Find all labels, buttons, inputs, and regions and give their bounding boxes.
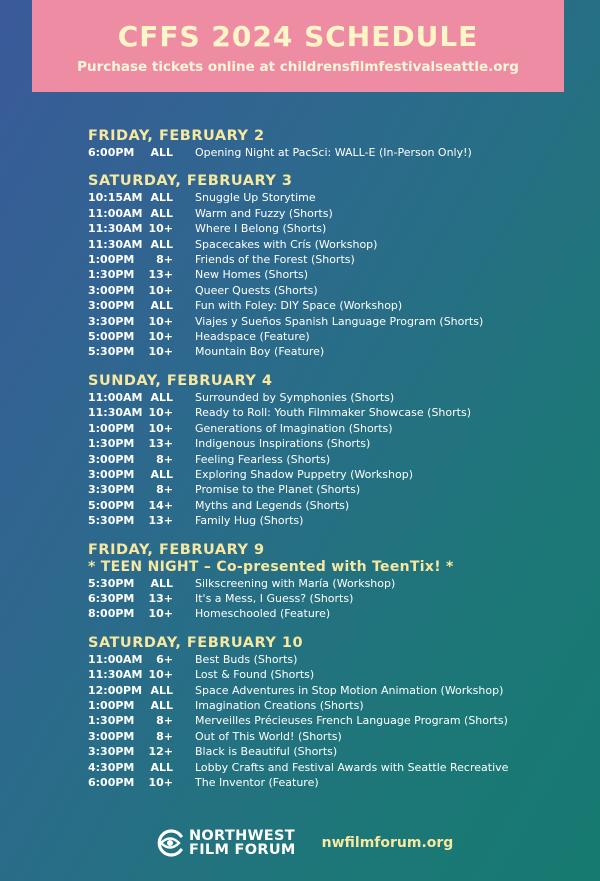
event-title: Silkscreening with María (Workshop) <box>195 576 396 590</box>
event-title: Indigenous Inspirations (Shorts) <box>195 437 371 451</box>
event-age: 13+ <box>148 437 173 451</box>
day-heading: FRIDAY, FEBRUARY 2 <box>88 128 265 144</box>
event-age: 14+ <box>148 498 173 512</box>
event-row <box>88 436 568 451</box>
event-time: 6:00PM <box>88 776 135 789</box>
event-title: Warm and Fuzzy (Shorts) <box>195 206 333 220</box>
event-title: New Homes (Shorts) <box>195 268 309 282</box>
event-time: 4:30PM <box>88 760 135 774</box>
event-age: 10+ <box>148 314 173 328</box>
event-time: 11:00AM <box>88 206 143 220</box>
eye-icon <box>155 828 185 858</box>
event-age: 8+ <box>156 483 173 497</box>
header-banner <box>32 0 564 92</box>
event-time: 5:30PM <box>88 345 135 359</box>
event-age: ALL <box>150 576 173 590</box>
event-title: It's a Mess, I Guess? (Shorts) <box>195 591 354 605</box>
day-heading: FRIDAY, FEBRUARY 9 <box>88 541 265 558</box>
event-row <box>88 329 568 344</box>
event-time: 10:15AM <box>88 191 143 205</box>
event-title: Spacecakes with Crís (Workshop) <box>195 237 378 251</box>
event-row <box>88 744 568 759</box>
event-row <box>88 237 568 252</box>
event-time: 12:00PM <box>88 683 143 697</box>
event-title: Friends of the Forest (Shorts) <box>195 253 355 267</box>
day-heading: SUNDAY, FEBRUARY 4 <box>88 372 273 389</box>
event-title: Mountain Boy (Feature) <box>195 345 325 359</box>
event-time: 11:30AM <box>88 222 143 236</box>
event-age: 8+ <box>156 714 173 728</box>
event-age: ALL <box>150 299 173 313</box>
event-row <box>88 221 568 236</box>
logo-text-line1: NORTHWEST <box>189 828 295 844</box>
event-title: Black is Beautiful (Shorts) <box>195 745 338 759</box>
event-row <box>88 591 568 606</box>
event-title: Best Buds (Shorts) <box>195 652 298 666</box>
day-section <box>88 127 568 160</box>
event-time: 11:30AM <box>88 237 143 251</box>
event-row <box>88 267 568 282</box>
event-time: 1:00PM <box>88 421 135 435</box>
website-link[interactable]: nwfilmforum.org <box>321 835 454 851</box>
event-title: The Inventor (Feature) <box>195 776 319 789</box>
event-title: Merveilles Précieuses French Language Program (Shorts) <box>195 714 508 728</box>
event-title: Homeschooled (Feature) <box>195 607 331 621</box>
page-title: CFFS 2024 SCHEDULE <box>117 20 479 53</box>
event-age: 8+ <box>156 253 173 267</box>
event-age: 8+ <box>156 729 173 743</box>
event-time: 11:00AM <box>88 390 143 404</box>
event-row <box>88 498 568 513</box>
event-time: 3:00PM <box>88 729 135 743</box>
event-row <box>88 652 568 667</box>
event-age: 10+ <box>148 406 173 420</box>
event-row <box>88 421 568 436</box>
event-row <box>88 390 568 405</box>
event-title: Queer Quests (Shorts) <box>195 283 318 297</box>
event-age: 10+ <box>148 330 173 344</box>
event-age: ALL <box>150 760 173 774</box>
event-title: Lobby Crafts and Festival Awards with Seattle Recreative <box>195 760 509 774</box>
event-time: 1:00PM <box>88 253 135 267</box>
event-title: Family Hug (Shorts) <box>195 514 304 528</box>
event-age: 12+ <box>148 745 173 759</box>
event-time: 11:30AM <box>88 668 143 682</box>
event-age: 10+ <box>148 283 173 297</box>
event-age: ALL <box>150 206 173 220</box>
event-row <box>88 298 568 313</box>
event-row <box>88 190 568 205</box>
event-age: 10+ <box>148 421 173 435</box>
event-title: Ready to Roll: Youth Filmmaker Showcase (Shorts) <box>195 406 471 420</box>
event-title: Out of This World! (Shorts) <box>195 729 342 743</box>
event-title: Viajes y Sueños Spanish Language Program (Shorts) <box>195 314 484 328</box>
event-row <box>88 713 568 728</box>
event-row <box>88 760 568 775</box>
event-age: ALL <box>150 191 173 205</box>
event-row <box>88 145 568 160</box>
event-time: 1:30PM <box>88 268 135 282</box>
day-section <box>88 541 568 622</box>
event-title: Feeling Fearless (Shorts) <box>195 452 331 466</box>
event-time: 3:30PM <box>88 745 135 759</box>
event-time: 3:00PM <box>88 452 135 466</box>
event-age: 13+ <box>148 591 173 605</box>
event-age: 13+ <box>148 514 173 528</box>
event-title: Exploring Shadow Puppetry (Workshop) <box>195 467 413 481</box>
event-row <box>88 513 568 528</box>
event-time: 1:00PM <box>88 698 135 712</box>
logo-text-line2: FILM FORUM <box>189 842 296 858</box>
event-age: ALL <box>150 237 173 251</box>
footer <box>155 823 455 863</box>
event-row <box>88 482 568 497</box>
event-age: 6+ <box>156 652 173 666</box>
event-title: Surrounded by Symphonies (Shorts) <box>195 390 395 404</box>
ticket-info: Purchase tickets online at childrensfilmfestivalseattle.org <box>77 59 519 75</box>
event-row <box>88 576 568 591</box>
event-row <box>88 283 568 298</box>
event-row <box>88 683 568 698</box>
event-time: 6:30PM <box>88 591 135 605</box>
event-title: Headspace (Feature) <box>195 330 310 344</box>
event-row <box>88 667 568 682</box>
event-age: 10+ <box>148 607 173 621</box>
day-section <box>88 634 568 791</box>
event-time: 8:00PM <box>88 607 135 621</box>
event-row <box>88 344 568 359</box>
event-time: 5:00PM <box>88 330 135 344</box>
event-time: 6:00PM <box>88 146 135 159</box>
event-time: 5:30PM <box>88 576 135 590</box>
event-row <box>88 606 568 621</box>
event-title: Generations of Imagination (Shorts) <box>195 421 393 435</box>
event-time: 5:30PM <box>88 514 135 528</box>
event-age: 10+ <box>148 668 173 682</box>
event-title: Fun with Foley: DIY Space (Workshop) <box>195 299 403 313</box>
event-time: 5:00PM <box>88 498 135 512</box>
event-time: 3:30PM <box>88 314 135 328</box>
day-note: * TEEN NIGHT – Co-presented with TeenTix! * <box>88 558 454 575</box>
event-time: 11:30AM <box>88 406 143 420</box>
event-age: ALL <box>150 683 173 697</box>
day-heading: SATURDAY, FEBRUARY 3 <box>88 173 293 190</box>
event-row <box>88 452 568 467</box>
day-section <box>88 372 568 529</box>
event-age: 10+ <box>148 345 173 359</box>
event-time: 3:00PM <box>88 299 135 313</box>
event-title: Lost & Found (Shorts) <box>195 668 315 682</box>
event-row <box>88 252 568 267</box>
event-row <box>88 467 568 482</box>
event-row <box>88 729 568 744</box>
schedule <box>88 127 568 802</box>
event-time: 3:00PM <box>88 283 135 297</box>
event-title: Space Adventures in Stop Motion Animation (Workshop) <box>195 683 504 697</box>
event-age: ALL <box>150 146 173 159</box>
day-section <box>88 172 568 359</box>
event-age: ALL <box>150 467 173 481</box>
event-row <box>88 775 568 790</box>
event-row <box>88 314 568 329</box>
event-row <box>88 206 568 221</box>
event-age: 8+ <box>156 452 173 466</box>
event-title: Promise to the Planet (Shorts) <box>195 483 361 497</box>
event-age: ALL <box>150 390 173 404</box>
northwest-film-forum-logo <box>155 828 296 858</box>
event-title: Opening Night at PacSci: WALL-E (In-Person Only!) <box>195 146 472 159</box>
event-time: 3:00PM <box>88 467 135 481</box>
event-time: 1:30PM <box>88 714 135 728</box>
event-title: Imagination Creations (Shorts) <box>195 698 364 712</box>
event-time: 1:30PM <box>88 437 135 451</box>
event-age: ALL <box>150 698 173 712</box>
event-title: Snuggle Up Storytime <box>195 191 316 205</box>
event-row <box>88 405 568 420</box>
day-heading: SATURDAY, FEBRUARY 10 <box>88 634 304 651</box>
event-age: 10+ <box>148 776 173 789</box>
event-time: 11:00AM <box>88 652 143 666</box>
event-age: 13+ <box>148 268 173 282</box>
event-row <box>88 698 568 713</box>
event-age: 10+ <box>148 222 173 236</box>
event-time: 3:30PM <box>88 483 135 497</box>
event-title: Where I Belong (Shorts) <box>195 222 327 236</box>
event-title: Myths and Legends (Shorts) <box>195 498 350 512</box>
